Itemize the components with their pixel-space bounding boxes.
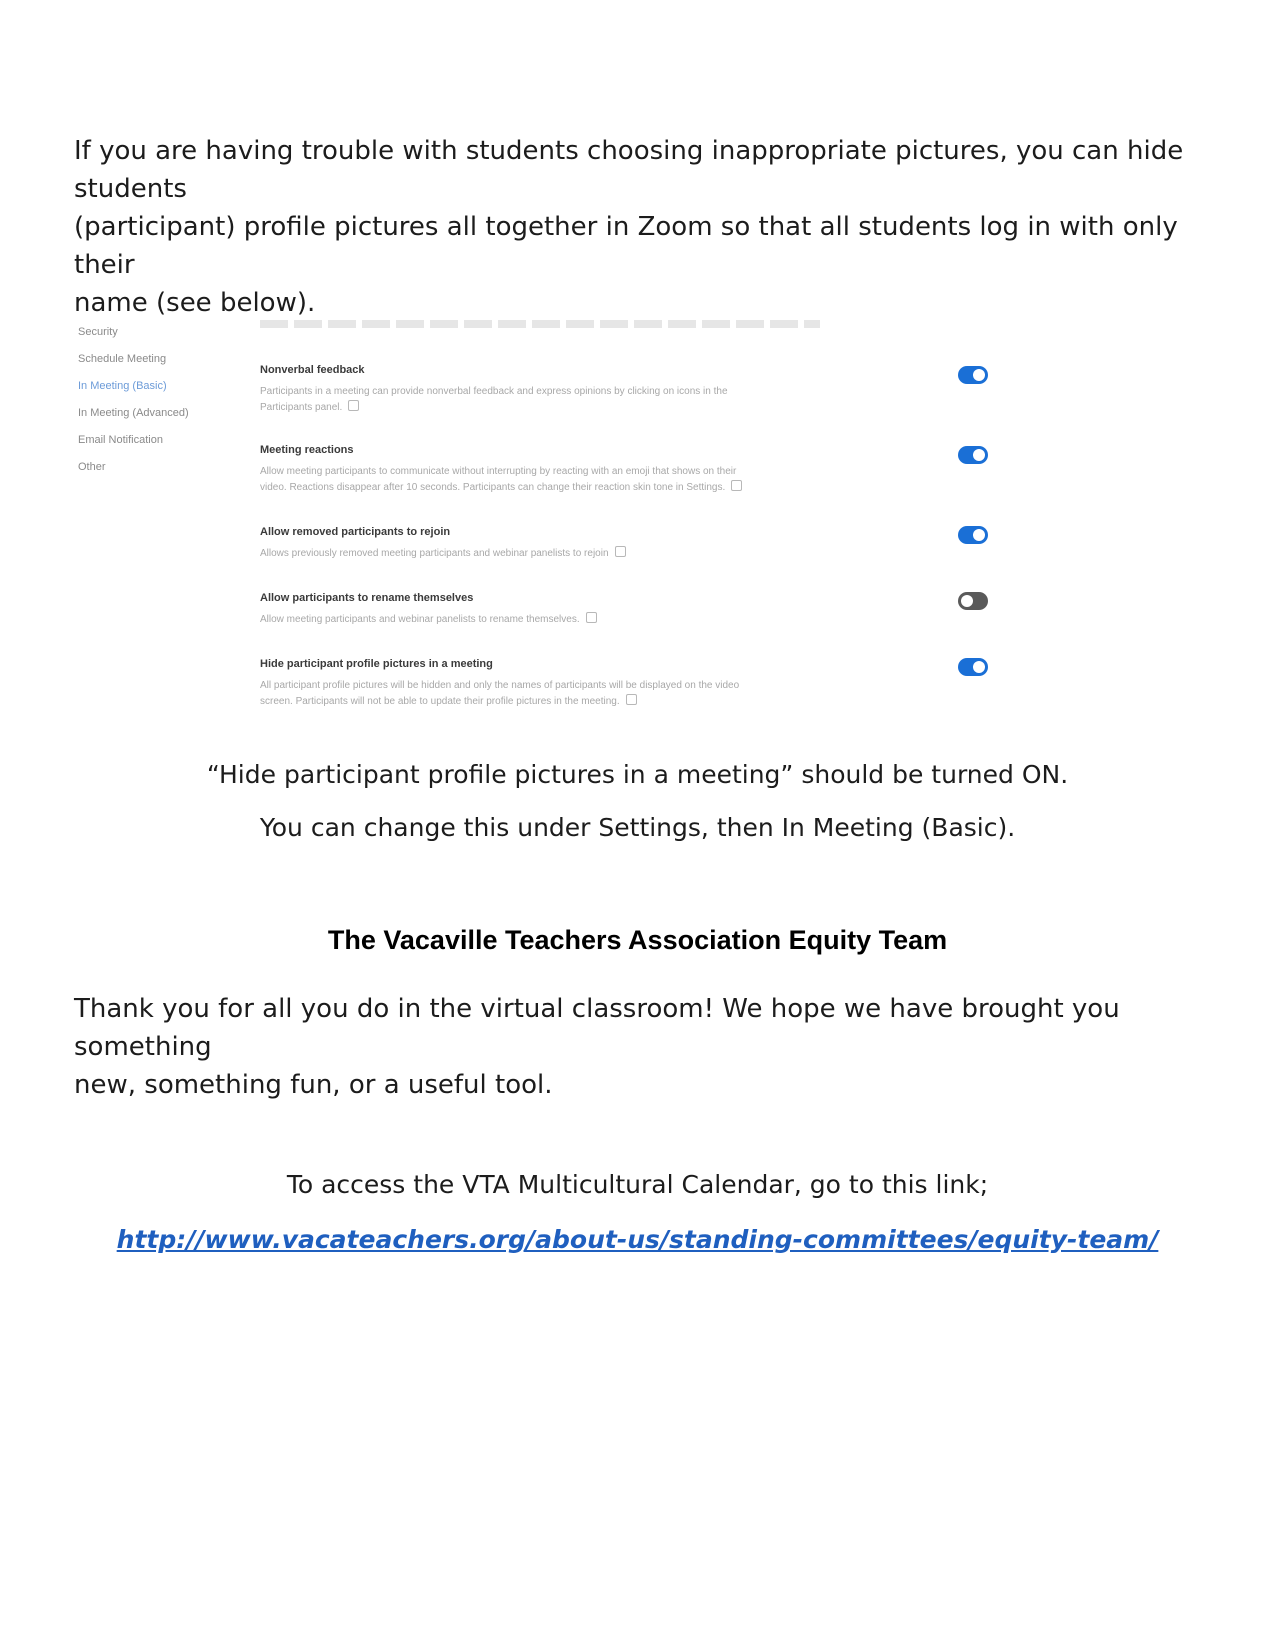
setting-desc-line xyxy=(260,612,780,628)
setting-title: Allow removed participants to rejoin xyxy=(260,526,451,538)
link-container xyxy=(0,1225,1275,1254)
settings-location-note: You can change this under Settings, then In Meeting (Basic). xyxy=(259,813,1016,842)
info-icon xyxy=(586,612,597,623)
toggle-nonverbal-feedback[interactable] xyxy=(958,366,988,384)
setting-desc-text: screen. Participants will not be able to update their profile pictures in the meeting. xyxy=(260,696,620,707)
intro-paragraph xyxy=(74,132,1204,322)
instruction-note: “Hide participant profile pictures in a meeting” should be turned ON. xyxy=(206,760,1069,789)
intro-line-2: (participant) profile pictures all together in Zoom so that all students log in with only their xyxy=(74,212,1178,280)
info-icon xyxy=(615,546,626,557)
setting-title: Nonverbal feedback xyxy=(260,364,365,376)
toggle-knob xyxy=(973,529,985,541)
team-heading: The Vacaville Teachers Association Equity Team xyxy=(327,925,948,955)
thanks-paragraph xyxy=(74,990,1204,1104)
setting-desc-line: Participants in a meeting can provide nonverbal feedback and express opinions by clicking on icons in the xyxy=(260,386,728,397)
setting-desc-line xyxy=(260,480,780,496)
setting-description xyxy=(260,612,780,628)
setting-hide-profile-pictures xyxy=(260,658,960,710)
setting-description xyxy=(260,384,780,416)
setting-nonverbal-feedback xyxy=(260,364,960,416)
setting-description xyxy=(260,464,780,496)
setting-desc-line xyxy=(260,400,780,416)
info-icon xyxy=(731,480,742,491)
intro-line-3: name (see below). xyxy=(74,288,316,318)
cropped-text-line xyxy=(260,320,820,328)
zoom-settings-screenshot xyxy=(70,320,1030,740)
toggle-knob xyxy=(973,449,985,461)
setting-allow-rename xyxy=(260,592,960,628)
setting-desc-line xyxy=(260,546,780,562)
thanks-line-2: new, something fun, or a useful tool. xyxy=(74,1070,553,1100)
thanks-line-1: Thank you for all you do in the virtual classroom! We hope we have brought you something xyxy=(74,994,1120,1062)
setting-allow-removed-rejoin xyxy=(260,526,960,562)
toggle-meeting-reactions[interactable] xyxy=(958,446,988,464)
setting-desc-text: video. Reactions disappear after 10 seconds. Participants can change their reaction skin tone in Settings. xyxy=(260,482,726,493)
sidebar-item-other: Other xyxy=(78,461,106,473)
info-icon xyxy=(348,400,359,411)
setting-description xyxy=(260,678,780,710)
setting-desc-text: Participants panel. xyxy=(260,402,343,413)
toggle-hide-profile-pictures[interactable] xyxy=(958,658,988,676)
sidebar-item-in-meeting-advanced: In Meeting (Advanced) xyxy=(78,407,189,419)
setting-desc-line: All participant profile pictures will be hidden and only the names of participants will be displayed on the video xyxy=(260,680,740,691)
setting-desc-text: Allows previously removed meeting participants and webinar panelists to rejoin xyxy=(260,548,609,559)
sidebar-item-schedule-meeting: Schedule Meeting xyxy=(78,353,167,365)
sidebar-item-email-notification: Email Notification xyxy=(78,434,163,446)
toggle-knob xyxy=(961,595,973,607)
intro-line-1: If you are having trouble with students choosing inappropriate pictures, you can hide students xyxy=(74,136,1184,204)
calendar-access-text: To access the VTA Multicultural Calendar, go to this link; xyxy=(286,1170,989,1199)
sidebar-item-in-meeting-basic: In Meeting (Basic) xyxy=(78,380,167,392)
info-icon xyxy=(626,694,637,705)
setting-title: Hide participant profile pictures in a meeting xyxy=(260,658,493,670)
toggle-knob xyxy=(973,661,985,673)
setting-desc-line xyxy=(260,694,780,710)
equity-team-link[interactable]: http://www.vacateachers.org/about-us/standing-committees/equity-team/ xyxy=(116,1225,1159,1254)
setting-desc-text: Allow meeting participants and webinar panelists to rename themselves. xyxy=(260,614,580,625)
toggle-allow-removed-rejoin[interactable] xyxy=(958,526,988,544)
setting-title: Meeting reactions xyxy=(260,444,354,456)
setting-title: Allow participants to rename themselves xyxy=(260,592,474,604)
sidebar-item-security: Security xyxy=(78,326,118,338)
toggle-allow-rename[interactable] xyxy=(958,592,988,610)
setting-meeting-reactions xyxy=(260,444,960,496)
setting-desc-line: Allow meeting participants to communicate without interrupting by reacting with an emoji that shows on their xyxy=(260,466,737,477)
toggle-knob xyxy=(973,369,985,381)
setting-description xyxy=(260,546,780,562)
